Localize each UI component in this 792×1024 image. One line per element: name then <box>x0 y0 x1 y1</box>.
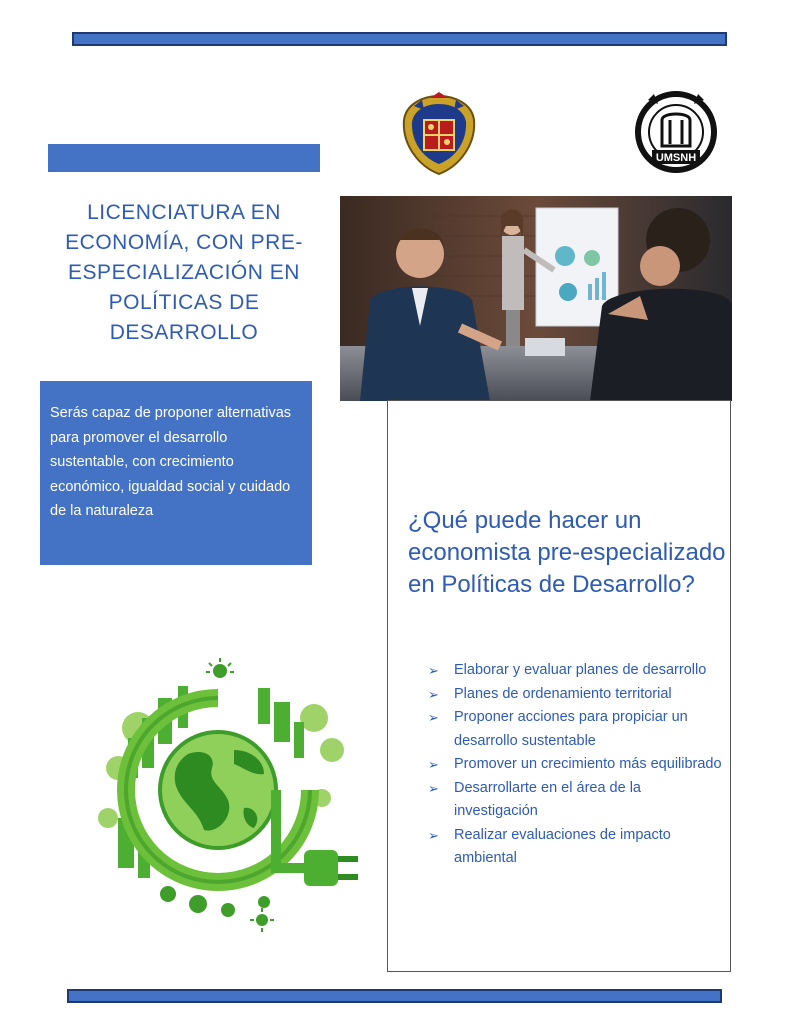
list-item-text: Realizar evaluaciones de impacto ambiental <box>454 826 671 866</box>
list-item <box>428 683 728 707</box>
top-decorative-bar <box>72 32 727 46</box>
arrow-bullet-icon: ➢ <box>428 827 439 843</box>
list-item <box>428 777 728 824</box>
bottom-decorative-bar <box>67 989 722 1003</box>
question-heading: ¿Qué puede hacer un economista pre-especializado en Políticas de Desarrollo? <box>408 507 726 598</box>
eco-earth-plug-icon <box>78 658 368 933</box>
program-title: LICENCIATURA EN ECONOMÍA, CON PRE-ESPECIALIZACIÓN EN POLÍTICAS DE DESARROLLO <box>65 201 303 344</box>
list-item-text: Desarrollarte en el área de la investigación <box>454 779 641 819</box>
activities-list <box>428 659 728 871</box>
faculty-seal-icon <box>634 90 718 176</box>
list-item-text: Elaborar y evaluar planes de desarrollo <box>454 662 707 678</box>
list-item <box>428 706 728 753</box>
arrow-bullet-icon: ➢ <box>428 780 439 796</box>
summary-text: Serás capaz de proponer alternativas para promover el desarrollo sustentable, con crecimiento económico, igualdad social y cuidado de la naturaleza <box>50 405 292 519</box>
list-item-text: Promover un crecimiento más equilibrado <box>454 756 722 772</box>
arrow-bullet-icon: ➢ <box>428 757 439 772</box>
list-item <box>428 753 728 777</box>
arrow-bullet-icon: ➢ <box>428 663 439 678</box>
list-item <box>428 824 728 871</box>
list-item-text: Proponer acciones para propiciar un desarrollo sustentable <box>454 709 688 749</box>
question-panel <box>387 400 731 972</box>
list-item-text: Planes de ordenamiento territorial <box>454 685 672 702</box>
summary-box <box>40 381 312 565</box>
faculty-seal-text: UMSNH <box>655 152 697 164</box>
meeting-photo <box>340 196 732 401</box>
arrow-bullet-icon: ➢ <box>428 710 439 725</box>
arrow-bullet-icon: ➢ <box>428 686 439 702</box>
list-item <box>428 659 728 683</box>
university-crest-icon <box>400 92 478 176</box>
title-accent-bar <box>48 144 320 172</box>
